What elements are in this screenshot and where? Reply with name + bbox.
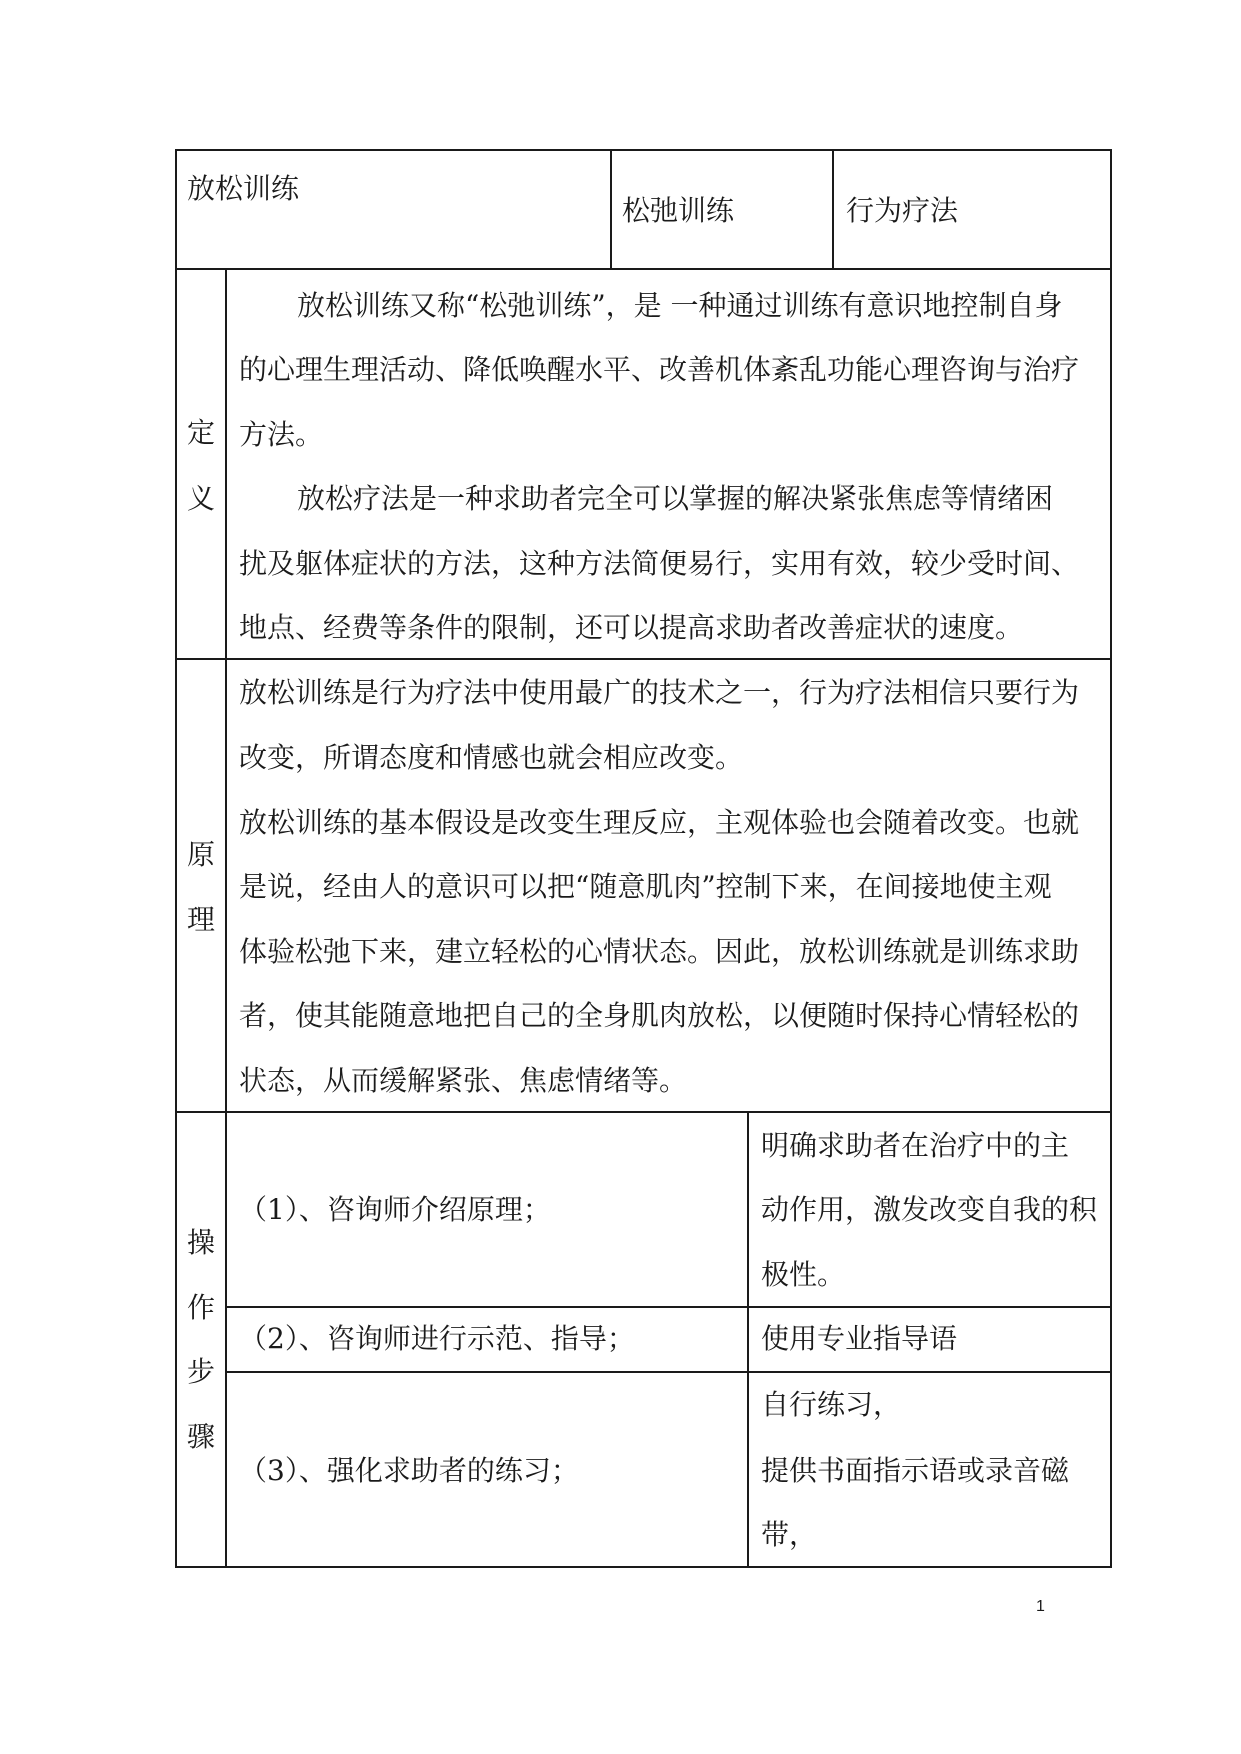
page-number: 1 [1036,1598,1045,1615]
header-title: 放松训练 [187,172,300,205]
principle-line: 改变，所谓态度和情感也就会相应改变。 [239,741,744,774]
rule-right [1110,149,1112,1568]
step-note-line: 动作用，激发改变自我的积 [761,1193,1098,1226]
steps-label-char-1: 操 [186,1226,215,1259]
rule-top [175,149,1111,151]
definition-label-char-2: 义 [186,482,215,515]
principle-line: 是说，经由人的意识可以把“随意肌肉”控制下来，在间接地使主观 [239,870,1052,903]
step-note-line: 使用专业指导语 [761,1322,958,1355]
step-description: （1）、咨询师介绍原理； [239,1193,551,1226]
definition-label-char-1: 定 [186,416,215,449]
step-note-line: 自行练习， [761,1388,902,1421]
definition-line: 放松训练又称“松弛训练”，是 一种通过训练有意识地控制自身 [297,289,1063,322]
rule-after-header [175,268,1111,270]
principle-label-char-2: 理 [186,903,215,936]
rule-after-definition [175,658,1111,660]
principle-line: 者，使其能随意地把自己的全身肌肉放松，以便随时保持心情轻松的 [239,999,1080,1032]
rule-label-col [225,268,227,1568]
principle-line: 体验松弛下来，建立轻松的心情状态。因此，放松训练就是训练求助 [239,935,1080,968]
step-description: （2）、咨询师进行示范、指导； [239,1322,635,1355]
rule-notes-col [747,1111,749,1568]
definition-line: 地点、经费等条件的限制，还可以提高求助者改善症状的速度。 [239,611,1024,644]
header-category: 行为疗法 [846,194,959,227]
rule-header-col-1 [610,149,612,269]
steps-label-char-2: 作 [186,1291,215,1324]
definition-line: 方法。 [239,418,324,451]
principle-line: 放松训练是行为疗法中使用最广的技术之一，行为疗法相信只要行为 [239,676,1080,709]
step-note-line: 明确求助者在治疗中的主 [761,1129,1070,1162]
step-note-line: 极性。 [761,1258,846,1291]
header-alias: 松弛训练 [622,194,735,227]
definition-line: 放松疗法是一种求助者完全可以掌握的解决紧张焦虑等情绪困 [297,482,1054,515]
rule-after-principle [175,1111,1111,1113]
rule-header-col-2 [832,149,834,269]
step-note-line: 提供书面指示语或录音磁 [761,1454,1070,1487]
rule-left [175,149,177,1568]
steps-label-char-4: 骤 [186,1420,215,1453]
rule-after-step-1 [226,1306,1111,1308]
definition-line: 的心理生理活动、降低唤醒水平、改善机体紊乱功能心理咨询与治疗 [239,353,1080,386]
steps-label-char-3: 步 [186,1355,215,1388]
step-note-line: 带， [761,1518,818,1551]
definition-line: 扰及躯体症状的方法，这种方法简便易行，实用有效，较少受时间、 [239,547,1080,580]
principle-label-char-1: 原 [186,838,215,871]
rule-bottom [175,1566,1111,1568]
step-description: （3）、强化求助者的练习； [239,1454,579,1487]
principle-line: 状态，从而缓解紧张、焦虑情绪等。 [239,1064,688,1097]
principle-line: 放松训练的基本假设是改变生理反应，主观体验也会随着改变。也就 [239,806,1080,839]
rule-after-step-2 [226,1371,1111,1373]
